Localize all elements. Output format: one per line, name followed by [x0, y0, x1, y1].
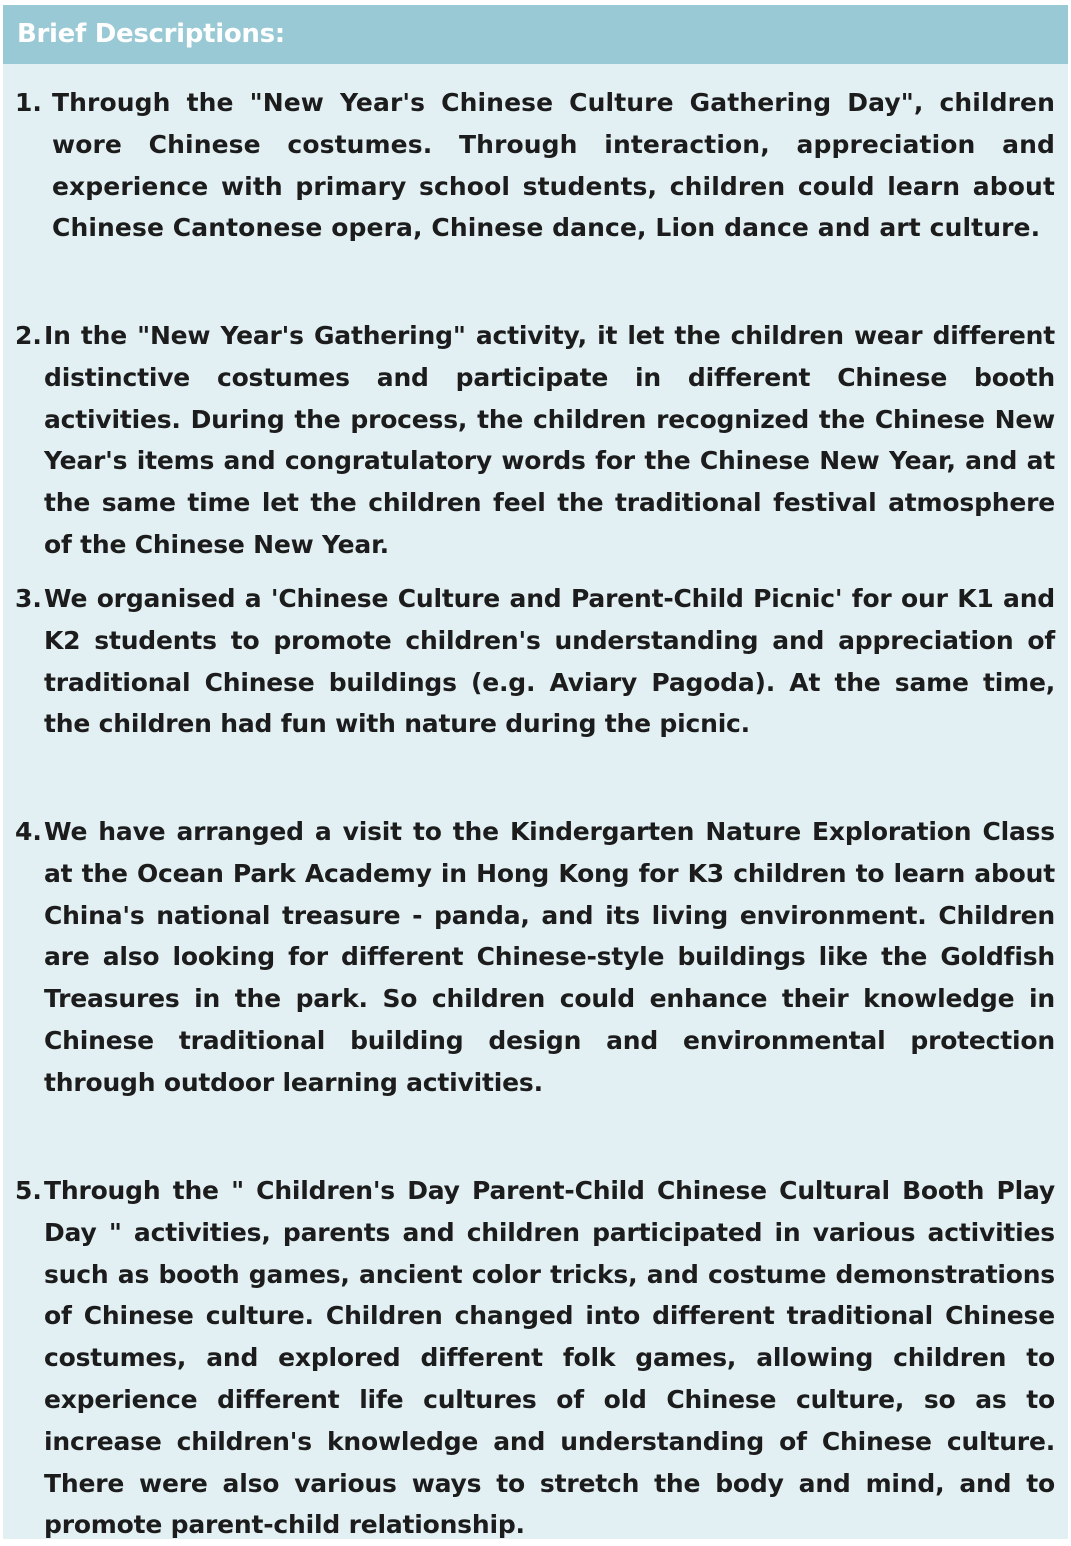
item-number: 5.: [15, 1176, 42, 1205]
description-item-1: [15, 82, 1055, 249]
section-header: Brief Descriptions:: [3, 5, 1068, 64]
item-text: We organised a 'Chinese Culture and Parent-Child Picnic' for our K1 and K2 students to promote children's understanding and appreciation of traditional Chinese buildings (e.g. Aviary Pagoda). At the same time, the children had fun with nature during the picnic.: [44, 584, 1055, 739]
item-number: 4.: [15, 817, 42, 846]
description-item-5: [15, 1170, 1055, 1546]
description-item-3: [15, 578, 1055, 745]
item-number: 2.: [15, 321, 42, 350]
description-item-4: [15, 811, 1055, 1104]
item-text: In the "New Year's Gathering" activity, it let the children wear different distinctive costumes and participate in different Chinese booth activities. During the process, the children recognized the Chinese New Year's items and congratulatory words for the Chinese New Year, and at the same time let the children feel the traditional festival atmosphere of the Chinese New Year.: [44, 321, 1055, 559]
item-number: 1.: [15, 88, 42, 117]
item-text: Through the "New Year's Chinese Culture Gathering Day", children wore Chinese costumes. Through interaction, appreciation and experience with primary school students, children could learn about Chinese Cantonese opera, Chinese dance, Lion dance and art culture.: [52, 88, 1055, 243]
brief-descriptions-panel: [3, 5, 1068, 1539]
description-item-2: [15, 315, 1055, 566]
item-number: 3.: [15, 584, 42, 613]
item-text: We have arranged a visit to the Kindergarten Nature Exploration Class at the Ocean Park Academy in Hong Kong for K3 children to learn about China's national treasure - panda, and its living environment. Children are also looking for different Chinese-style buildings like the Goldfish Treasures in the park. So children could enhance their knowledge in Chinese traditional building design and environmental protection through outdoor learning activities.: [44, 817, 1055, 1097]
item-text: Through the " Children's Day Parent-Child Chinese Cultural Booth Play Day " activities, parents and children participated in various activities such as booth games, ancient color tricks, and costume demonstrations of Chinese culture. Children changed into different traditional Chinese costumes, and explored different folk games, allowing children to experience different life cultures of old Chinese culture, so as to increase children's knowledge and understanding of Chinese culture. There were also various ways to stretch the body and mind, and to promote parent-child relationship.: [44, 1176, 1055, 1540]
